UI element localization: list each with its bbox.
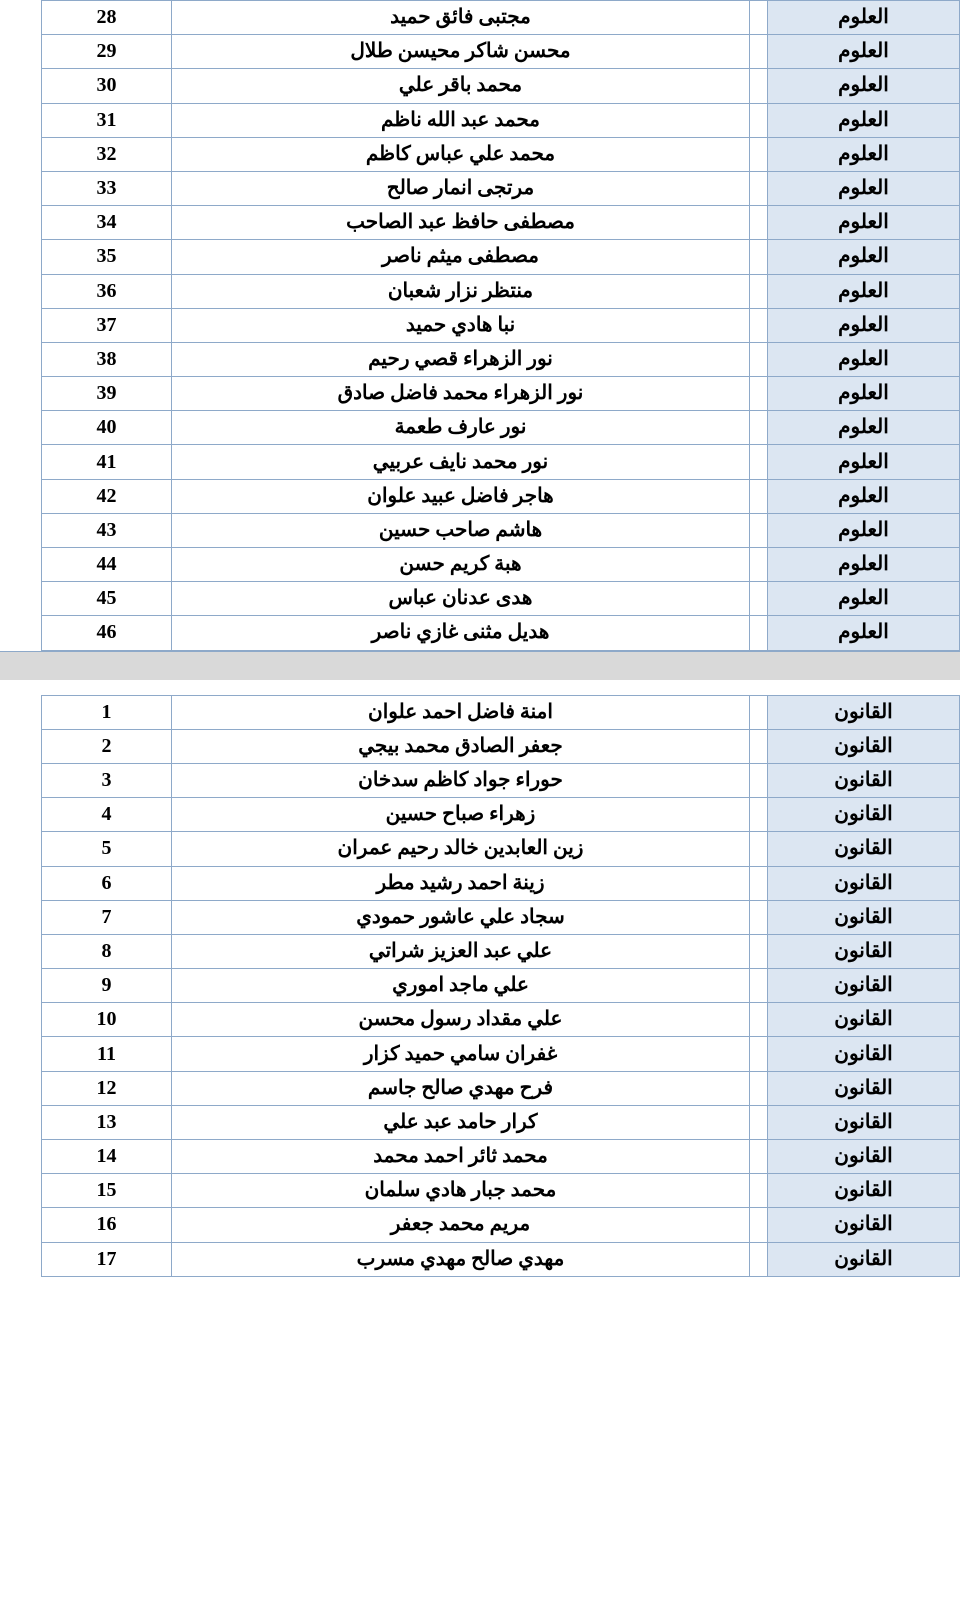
cell-student-name: زين العابدين خالد رحيم عمران <box>172 832 750 866</box>
table-row <box>42 513 960 547</box>
cell-spacer <box>750 1140 768 1174</box>
table-row <box>42 479 960 513</box>
cell-row-number: 6 <box>42 866 172 900</box>
table-row <box>42 377 960 411</box>
cell-student-name: محمد جبار هادي سلمان <box>172 1174 750 1208</box>
cell-spacer <box>750 308 768 342</box>
cell-row-number: 10 <box>42 1003 172 1037</box>
cell-row-number: 8 <box>42 934 172 968</box>
cell-department: القانون <box>768 934 960 968</box>
cell-row-number: 46 <box>42 616 172 650</box>
cell-student-name: زهراء صباح حسين <box>172 798 750 832</box>
cell-department: العلوم <box>768 171 960 205</box>
table-row <box>42 695 960 729</box>
cell-spacer <box>750 695 768 729</box>
cell-row-number: 5 <box>42 832 172 866</box>
cell-department: القانون <box>768 1174 960 1208</box>
cell-spacer <box>750 582 768 616</box>
cell-student-name: نور عارف طعمة <box>172 411 750 445</box>
cell-row-number: 40 <box>42 411 172 445</box>
cell-row-number: 9 <box>42 969 172 1003</box>
cell-student-name: مهدي صالح مهدي مسرب <box>172 1242 750 1276</box>
cell-row-number: 7 <box>42 900 172 934</box>
cell-row-number: 34 <box>42 206 172 240</box>
table-row <box>42 342 960 376</box>
table-row <box>42 308 960 342</box>
cell-student-name: نور الزهراء قصي رحيم <box>172 342 750 376</box>
cell-student-name: كرار حامد عبد علي <box>172 1105 750 1139</box>
cell-student-name: هديل مثنى غازي ناصر <box>172 616 750 650</box>
cell-department: القانون <box>768 900 960 934</box>
cell-department: القانون <box>768 1208 960 1242</box>
cell-row-number: 11 <box>42 1037 172 1071</box>
cell-spacer <box>750 969 768 1003</box>
cell-spacer <box>750 900 768 934</box>
cell-department: العلوم <box>768 35 960 69</box>
cell-spacer <box>750 866 768 900</box>
cell-department: العلوم <box>768 103 960 137</box>
cell-spacer <box>750 729 768 763</box>
cell-student-name: زينة احمد رشيد مطر <box>172 866 750 900</box>
cell-department: العلوم <box>768 479 960 513</box>
table-row <box>42 1071 960 1105</box>
table-row <box>42 69 960 103</box>
cell-department: العلوم <box>768 240 960 274</box>
table-row <box>42 445 960 479</box>
cell-student-name: فرح مهدي صالح جاسم <box>172 1071 750 1105</box>
cell-spacer <box>750 548 768 582</box>
section-separator-spacer <box>0 681 960 695</box>
cell-department: القانون <box>768 695 960 729</box>
table-row <box>42 866 960 900</box>
cell-spacer <box>750 342 768 376</box>
cell-row-number: 17 <box>42 1242 172 1276</box>
cell-spacer <box>750 934 768 968</box>
roster-body-science <box>42 1 960 651</box>
cell-spacer <box>750 832 768 866</box>
cell-department: القانون <box>768 763 960 797</box>
cell-department: العلوم <box>768 206 960 240</box>
cell-department: القانون <box>768 832 960 866</box>
cell-student-name: علي مقداد رسول محسن <box>172 1003 750 1037</box>
cell-department: القانون <box>768 1105 960 1139</box>
cell-department: العلوم <box>768 616 960 650</box>
cell-department: العلوم <box>768 411 960 445</box>
table-row <box>42 1003 960 1037</box>
cell-student-name: جعفر الصادق محمد بيجي <box>172 729 750 763</box>
table-row <box>42 832 960 866</box>
cell-department: القانون <box>768 1003 960 1037</box>
cell-row-number: 43 <box>42 513 172 547</box>
cell-spacer <box>750 513 768 547</box>
cell-student-name: مرتجى انمار صالح <box>172 171 750 205</box>
cell-row-number: 30 <box>42 69 172 103</box>
table-block-science <box>0 0 960 651</box>
cell-spacer <box>750 206 768 240</box>
table-row <box>42 934 960 968</box>
cell-spacer <box>750 240 768 274</box>
table-row <box>42 1037 960 1071</box>
table-row <box>42 1140 960 1174</box>
table-row <box>42 411 960 445</box>
cell-spacer <box>750 1003 768 1037</box>
cell-department: العلوم <box>768 582 960 616</box>
cell-spacer <box>750 1 768 35</box>
cell-student-name: حوراء جواد كاظم سدخان <box>172 763 750 797</box>
cell-department: العلوم <box>768 377 960 411</box>
table-row <box>42 35 960 69</box>
cell-spacer <box>750 1174 768 1208</box>
cell-spacer <box>750 616 768 650</box>
cell-spacer <box>750 1208 768 1242</box>
table-row <box>42 103 960 137</box>
cell-student-name: منتظر نزار شعبان <box>172 274 750 308</box>
cell-row-number: 39 <box>42 377 172 411</box>
cell-spacer <box>750 69 768 103</box>
table-row <box>42 729 960 763</box>
cell-row-number: 45 <box>42 582 172 616</box>
cell-row-number: 16 <box>42 1208 172 1242</box>
table-row <box>42 763 960 797</box>
roster-table-science <box>41 0 960 651</box>
cell-spacer <box>750 479 768 513</box>
cell-student-name: مريم محمد جعفر <box>172 1208 750 1242</box>
cell-spacer <box>750 1071 768 1105</box>
cell-department: العلوم <box>768 1 960 35</box>
cell-student-name: علي ماجد اموري <box>172 969 750 1003</box>
cell-student-name: مصطفى حافظ عبد الصاحب <box>172 206 750 240</box>
cell-department: العلوم <box>768 308 960 342</box>
cell-department: القانون <box>768 798 960 832</box>
cell-row-number: 44 <box>42 548 172 582</box>
section-separator-band <box>0 651 960 681</box>
cell-student-name: محمد باقر علي <box>172 69 750 103</box>
cell-student-name: مصطفى ميثم ناصر <box>172 240 750 274</box>
cell-row-number: 29 <box>42 35 172 69</box>
cell-department: العلوم <box>768 548 960 582</box>
table-row <box>42 1242 960 1276</box>
cell-row-number: 33 <box>42 171 172 205</box>
table-row <box>42 900 960 934</box>
roster-body-law <box>42 695 960 1276</box>
cell-department: القانون <box>768 866 960 900</box>
cell-spacer <box>750 763 768 797</box>
cell-department: القانون <box>768 729 960 763</box>
cell-row-number: 3 <box>42 763 172 797</box>
cell-student-name: علي عبد العزيز شراتي <box>172 934 750 968</box>
table-block-law <box>0 695 960 1277</box>
table-row <box>42 1208 960 1242</box>
cell-row-number: 37 <box>42 308 172 342</box>
cell-department: العلوم <box>768 445 960 479</box>
cell-department: العلوم <box>768 342 960 376</box>
table-row <box>42 1174 960 1208</box>
cell-student-name: محمد علي عباس كاظم <box>172 137 750 171</box>
cell-student-name: هدى عدنان عباس <box>172 582 750 616</box>
cell-row-number: 2 <box>42 729 172 763</box>
cell-student-name: امنة فاضل احمد علوان <box>172 695 750 729</box>
cell-department: العلوم <box>768 274 960 308</box>
table-row <box>42 548 960 582</box>
cell-row-number: 35 <box>42 240 172 274</box>
table-row <box>42 240 960 274</box>
cell-spacer <box>750 171 768 205</box>
cell-spacer <box>750 103 768 137</box>
cell-row-number: 4 <box>42 798 172 832</box>
cell-spacer <box>750 137 768 171</box>
table-row <box>42 616 960 650</box>
cell-spacer <box>750 1242 768 1276</box>
cell-row-number: 31 <box>42 103 172 137</box>
table-row <box>42 1105 960 1139</box>
cell-row-number: 38 <box>42 342 172 376</box>
cell-department: العلوم <box>768 137 960 171</box>
table-row <box>42 798 960 832</box>
cell-student-name: محسن شاكر محيسن طلال <box>172 35 750 69</box>
cell-department: القانون <box>768 1242 960 1276</box>
cell-department: القانون <box>768 1037 960 1071</box>
cell-row-number: 1 <box>42 695 172 729</box>
cell-student-name: نور الزهراء محمد فاضل صادق <box>172 377 750 411</box>
roster-table-law <box>41 695 960 1277</box>
cell-row-number: 42 <box>42 479 172 513</box>
table-row <box>42 137 960 171</box>
table-row <box>42 274 960 308</box>
cell-spacer <box>750 411 768 445</box>
table-row <box>42 1 960 35</box>
cell-student-name: هاجر فاضل عبيد علوان <box>172 479 750 513</box>
cell-student-name: مجتبى فائق حميد <box>172 1 750 35</box>
cell-spacer <box>750 274 768 308</box>
cell-department: العلوم <box>768 69 960 103</box>
cell-spacer <box>750 1105 768 1139</box>
cell-spacer <box>750 798 768 832</box>
cell-department: القانون <box>768 1140 960 1174</box>
cell-row-number: 32 <box>42 137 172 171</box>
cell-student-name: نبا هادي حميد <box>172 308 750 342</box>
cell-department: العلوم <box>768 513 960 547</box>
cell-department: القانون <box>768 969 960 1003</box>
cell-student-name: غفران سامي حميد كزار <box>172 1037 750 1071</box>
cell-row-number: 13 <box>42 1105 172 1139</box>
cell-row-number: 15 <box>42 1174 172 1208</box>
cell-spacer <box>750 1037 768 1071</box>
cell-student-name: محمد ثائر احمد محمد <box>172 1140 750 1174</box>
cell-student-name: نور محمد نايف عربيي <box>172 445 750 479</box>
table-row <box>42 582 960 616</box>
cell-spacer <box>750 445 768 479</box>
cell-spacer <box>750 35 768 69</box>
cell-row-number: 14 <box>42 1140 172 1174</box>
cell-department: القانون <box>768 1071 960 1105</box>
cell-student-name: هبة كريم حسن <box>172 548 750 582</box>
table-row <box>42 171 960 205</box>
cell-student-name: هاشم صاحب حسين <box>172 513 750 547</box>
cell-student-name: محمد عبد الله ناظم <box>172 103 750 137</box>
table-row <box>42 206 960 240</box>
cell-row-number: 41 <box>42 445 172 479</box>
cell-spacer <box>750 377 768 411</box>
cell-row-number: 28 <box>42 1 172 35</box>
table-row <box>42 969 960 1003</box>
cell-student-name: سجاد علي عاشور حمودي <box>172 900 750 934</box>
cell-row-number: 12 <box>42 1071 172 1105</box>
cell-row-number: 36 <box>42 274 172 308</box>
